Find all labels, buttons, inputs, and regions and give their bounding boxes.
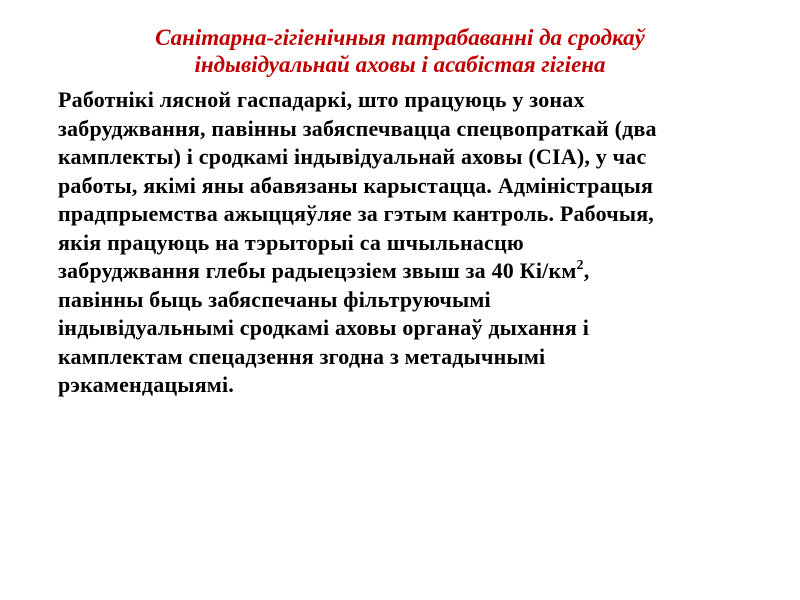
- body-line-9: індывідуальнымі сродкамі аховы органаў дыхання і: [58, 315, 590, 340]
- body-paragraph: [58, 86, 788, 400]
- body-line-1: Работнікі лясной гаспадаркі, што працуюць у зонах: [58, 87, 585, 112]
- superscript-two: 2: [576, 258, 584, 273]
- body-line-7-text: забруджвання глебы радыецэзіем звыш за 40 Кі/км: [58, 258, 577, 283]
- title-line-1: Санітарна-гігіенічныя патрабаванні да сродкаў: [155, 25, 645, 50]
- body-line-2: забруджвання, павінны забяспечвацца спецвопраткай (два: [58, 115, 657, 141]
- body-line-8: павінны быць забяспечаны фільтруючымі: [58, 286, 491, 312]
- body-line-3: камплекты) і сродкамі індывідуальнай аховы (СІА), у час: [58, 144, 647, 169]
- body-line-10: камплектам спецадзення згодна з метадычнымі: [58, 343, 546, 369]
- body-line-5: прадпрыемства ажыццяўляе за гэтым кантроль. Рабочыя,: [58, 201, 655, 226]
- slide-title: [0, 24, 800, 78]
- body-line-6: якія працуюць на тэрыторыі са шчыльнасцю: [58, 229, 524, 255]
- body-line-7: [58, 257, 788, 286]
- body-line-7-suffix: ,: [583, 258, 590, 283]
- body-line-4: работы, якімі яны абавязаны карыстацца. Адміністрацыя: [58, 172, 654, 198]
- title-line-2: індывідуальнай аховы і асабістая гігіена: [194, 52, 606, 77]
- body-line-11: рэкамендацыямі.: [58, 372, 234, 397]
